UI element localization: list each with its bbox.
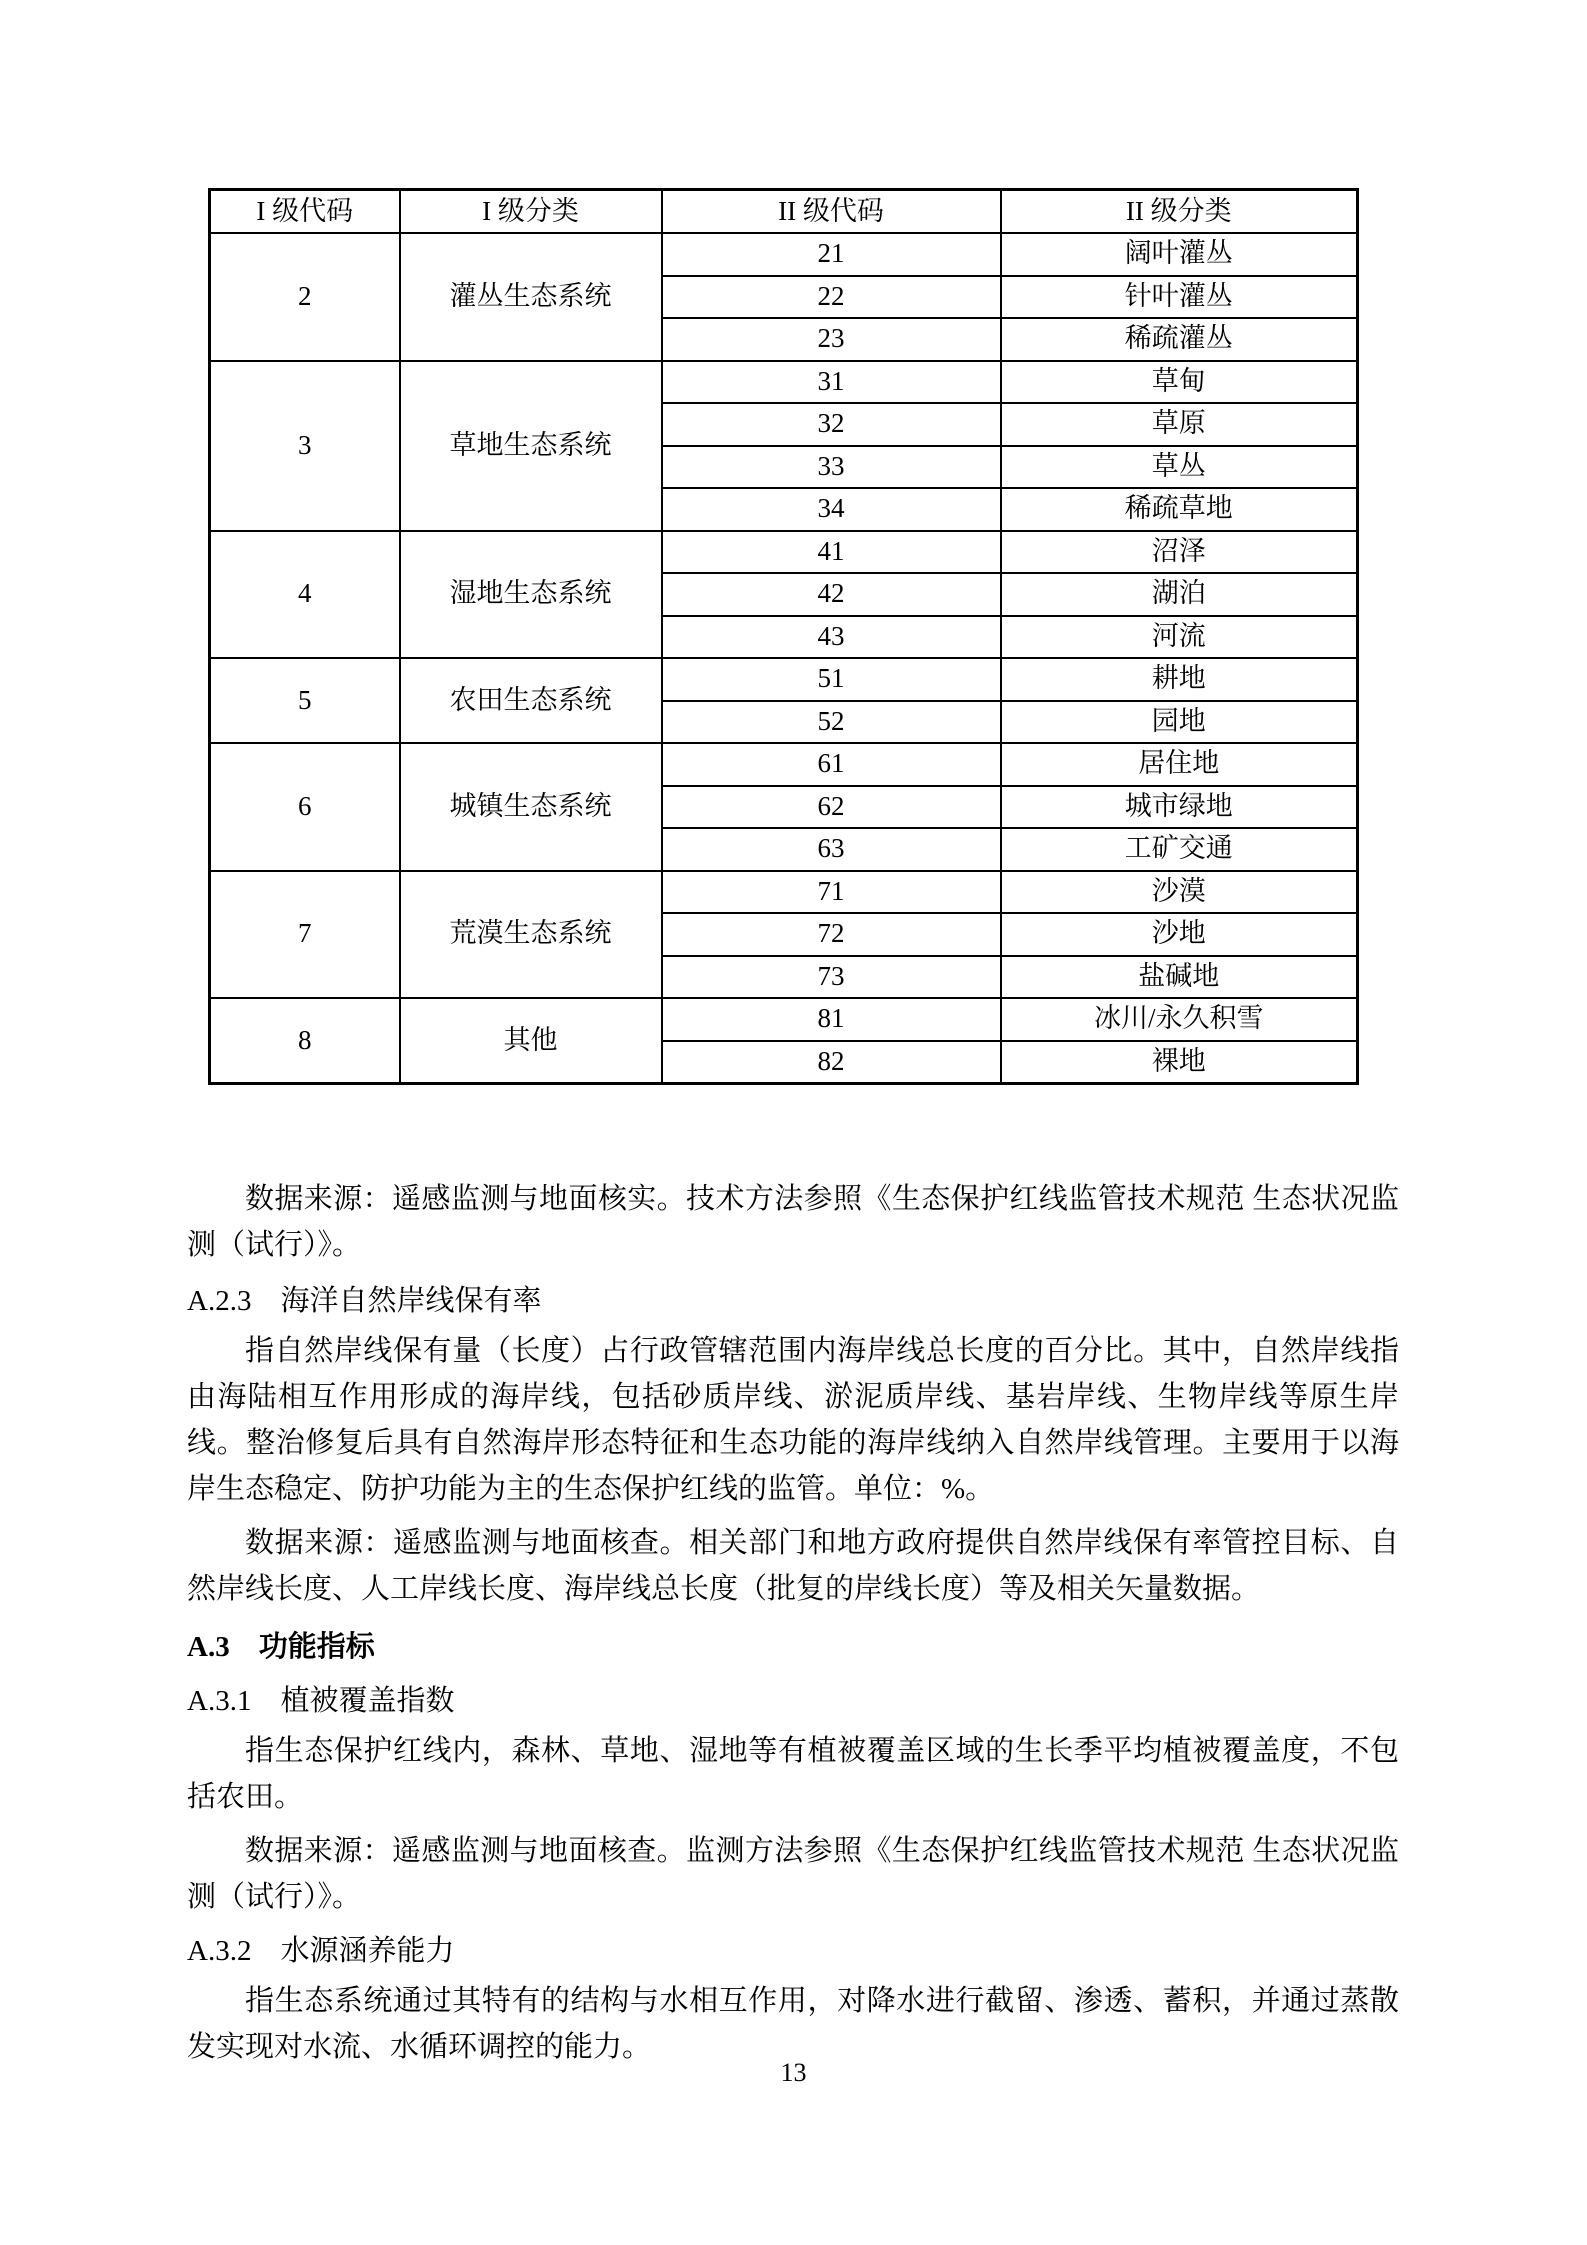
level2-class-cell: 裸地 [1001, 1041, 1358, 1084]
level2-code-cell: 63 [662, 828, 1001, 871]
body-paragraph: 指自然岸线保有量（长度）占行政管辖范围内海岸线总长度的百分比。其中，自然岸线指由海陆相互作用形成的海岸线，包括砂质岸线、淤泥质岸线、基岩岸线、生物岸线等原生岸线。整治修复后具有自然海岸形态特征和生态功能的海岸线纳入自然岸线管理。主要用于以海岸生态稳定、防护功能为主的生态保护红线的监管。单位：%。 [187, 1335, 1399, 1505]
page-number: 13 [780, 2058, 807, 2087]
table-row [210, 531, 1358, 574]
level2-code-cell: 71 [662, 871, 1001, 914]
level2-class-cell: 居住地 [1001, 743, 1358, 786]
level2-code-cell: 73 [662, 956, 1001, 999]
level2-class-cell: 城市绿地 [1001, 786, 1358, 829]
section-number: A.2.3 [187, 1285, 252, 1317]
level2-code-cell: 72 [662, 913, 1001, 956]
level2-class-cell: 沼泽 [1001, 531, 1358, 574]
level2-code-cell: 41 [662, 531, 1001, 574]
body-paragraph: 指生态保护红线内，森林、草地、湿地等有植被覆盖区域的生长季平均植被覆盖度，不包括农田。 [187, 1735, 1399, 1813]
level1-class-cell: 草地生态系统 [400, 361, 662, 531]
ecosystem-classification-table [208, 188, 1359, 1085]
level2-class-cell: 冰川/永久积雪 [1001, 998, 1358, 1041]
level2-class-cell: 河流 [1001, 616, 1358, 659]
level1-code-cell: 5 [210, 658, 400, 743]
level1-code-cell: 6 [210, 743, 400, 871]
level2-class-cell: 草甸 [1001, 361, 1358, 404]
level2-code-cell: 42 [662, 573, 1001, 616]
level1-class-cell: 荒漠生态系统 [400, 871, 662, 999]
level1-code-cell: 7 [210, 871, 400, 999]
level1-code-cell: 3 [210, 361, 400, 531]
section-number: A.3 [187, 1631, 230, 1663]
section-heading [187, 1278, 1399, 1324]
level2-class-cell: 草原 [1001, 403, 1358, 446]
table-row [210, 658, 1358, 701]
header-level2-class: II 级分类 [1001, 190, 1358, 234]
body-paragraph: 指生态系统通过其特有的结构与水相互作用，对降水进行截留、渗透、蓄积，并通过蒸散发实现对水流、水循环调控的能力。 [187, 1985, 1399, 2063]
body-paragraph: 数据来源：遥感监测与地面核实。技术方法参照《生态保护红线监管技术规范 生态状况监测（试行）》。 [187, 1183, 1399, 1261]
section-heading [187, 1624, 1399, 1670]
level2-class-cell: 盐碱地 [1001, 956, 1358, 999]
level1-class-cell: 灌丛生态系统 [400, 233, 662, 361]
table-row [210, 998, 1358, 1041]
table-row [210, 871, 1358, 914]
level1-class-cell: 湿地生态系统 [400, 531, 662, 659]
level2-code-cell: 23 [662, 318, 1001, 361]
level2-class-cell: 草丛 [1001, 446, 1358, 489]
header-level1-code: I 级代码 [210, 190, 400, 234]
level2-class-cell: 工矿交通 [1001, 828, 1358, 871]
section-heading [187, 1678, 1399, 1724]
table-header-row [210, 190, 1358, 234]
level2-code-cell: 43 [662, 616, 1001, 659]
level2-class-cell: 针叶灌丛 [1001, 276, 1358, 319]
level2-code-cell: 61 [662, 743, 1001, 786]
table-row [210, 233, 1358, 276]
level2-code-cell: 52 [662, 701, 1001, 744]
level1-code-cell: 4 [210, 531, 400, 659]
level1-code-cell: 8 [210, 998, 400, 1084]
table-row [210, 743, 1358, 786]
level2-code-cell: 33 [662, 446, 1001, 489]
level2-code-cell: 31 [662, 361, 1001, 404]
level2-class-cell: 阔叶灌丛 [1001, 233, 1358, 276]
body-paragraph: 数据来源：遥感监测与地面核查。监测方法参照《生态保护红线监管技术规范 生态状况监测（试行）》。 [187, 1835, 1399, 1913]
section-heading [187, 1928, 1399, 1974]
level2-class-cell: 湖泊 [1001, 573, 1358, 616]
table-row [210, 361, 1358, 404]
level2-class-cell: 耕地 [1001, 658, 1358, 701]
header-level2-code: II 级代码 [662, 190, 1001, 234]
section-title: 海洋自然岸线保有率 [280, 1285, 542, 1317]
level2-code-cell: 81 [662, 998, 1001, 1041]
body-paragraph: 数据来源：遥感监测与地面核查。相关部门和地方政府提供自然岸线保有率管控目标、自然岸线长度、人工岸线长度、海岸线总长度（批复的岸线长度）等及相关矢量数据。 [187, 1527, 1399, 1605]
level2-code-cell: 51 [662, 658, 1001, 701]
section-number: A.3.1 [187, 1685, 252, 1717]
level2-class-cell: 稀疏灌丛 [1001, 318, 1358, 361]
level2-code-cell: 22 [662, 276, 1001, 319]
level2-class-cell: 沙漠 [1001, 871, 1358, 914]
section-title: 水源涵养能力 [280, 1935, 455, 1967]
section-title: 功能指标 [258, 1631, 375, 1663]
level1-class-cell: 城镇生态系统 [400, 743, 662, 871]
section-number: A.3.2 [187, 1935, 252, 1967]
level2-code-cell: 62 [662, 786, 1001, 829]
level1-code-cell: 2 [210, 233, 400, 361]
level2-code-cell: 21 [662, 233, 1001, 276]
level2-class-cell: 沙地 [1001, 913, 1358, 956]
header-level1-class: I 级分类 [400, 190, 662, 234]
level2-code-cell: 32 [662, 403, 1001, 446]
level2-code-cell: 34 [662, 488, 1001, 531]
level1-class-cell: 农田生态系统 [400, 658, 662, 743]
body-text [187, 1176, 1399, 2070]
section-title: 植被覆盖指数 [280, 1685, 455, 1717]
level2-class-cell: 稀疏草地 [1001, 488, 1358, 531]
level2-class-cell: 园地 [1001, 701, 1358, 744]
level1-class-cell: 其他 [400, 998, 662, 1084]
level2-code-cell: 82 [662, 1041, 1001, 1084]
